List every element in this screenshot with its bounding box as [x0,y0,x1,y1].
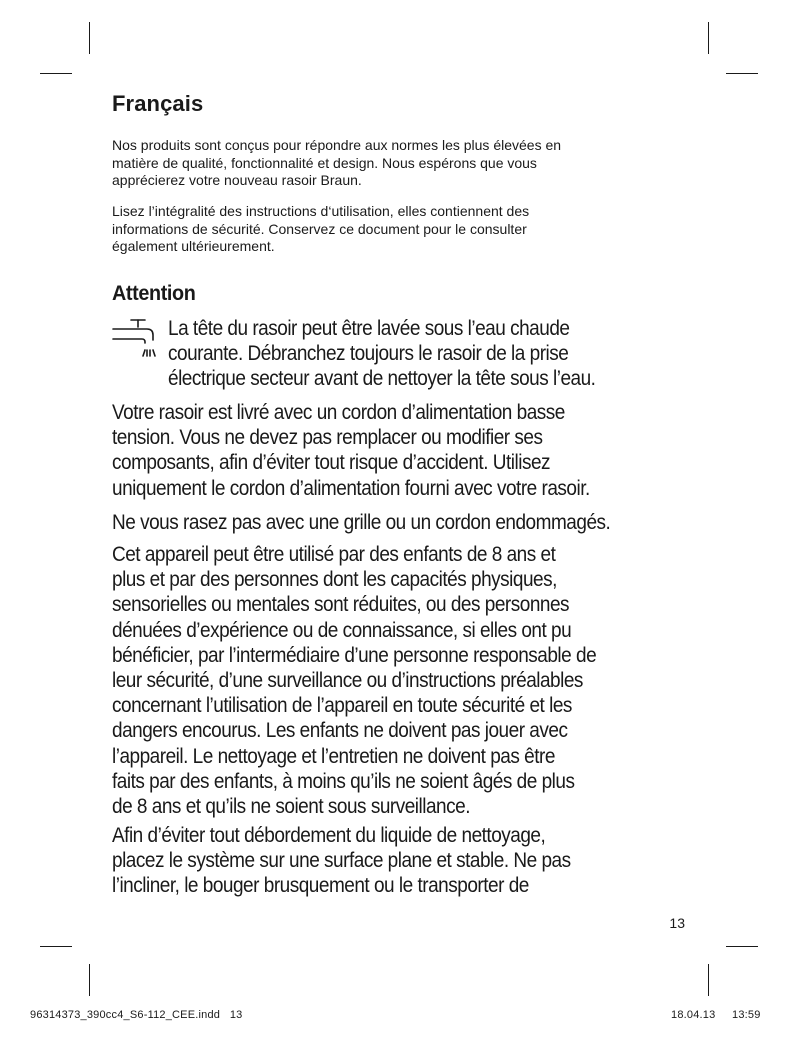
text-line: Ne vous rasez pas avec une grille ou un cordon endommagés. [112,511,611,534]
page-number: 13 [669,915,685,931]
slug-time: 13:59 [732,1009,761,1021]
text-line: dangers encourus. Les enfants ne doivent pas jouer avec [112,719,568,743]
text-line: leur sécurité, d’une surveillance ou d’instructions préalables [112,669,583,693]
paragraph-children-safety [112,542,596,819]
intro-paragraph-2 [112,203,672,256]
text-line: concernant l’utilisation de l’appareil en toute sécurité et les [112,694,572,718]
text-line: Nos produits sont conçus pour répondre aux normes les plus élevées en [112,137,562,153]
slug-file-name: 96314373_390cc4_S6-112_CEE.indd 13 [30,1009,243,1021]
text-line: tension. Vous ne devez pas remplacer ou modifier ses [112,426,543,450]
slug-date: 18.04.13 [671,1009,716,1021]
text-line: Cet appareil peut être utilisé par des enfants de 8 ans et [112,543,556,566]
text-line: courante. Débranchez toujours le rasoir de la prise [168,342,569,366]
text-line: informations de sécurité. Conservez ce document pour le consulter [112,220,527,237]
paragraph-cleaning-station [112,823,571,899]
text-line: Votre rasoir est livré avec un cordon d’alimentation basse [112,401,565,424]
text-line: faits par des enfants, à moins qu’ils ne soient âgés de plus [112,769,575,793]
text-line: apprécierez votre nouveau rasoir Braun. [112,172,362,188]
crop-mark-top-left-vertical [89,22,90,54]
attention-warning [168,316,595,392]
text-line: Lisez l’intégralité des instructions d‘utilisation, elles contiennent des [112,203,530,219]
crop-mark-top-left-horizontal [40,73,72,74]
text-line: électrique secteur avant de nettoyer la tête sous l’eau. [168,367,596,391]
crop-mark-bottom-left-horizontal [40,946,72,947]
text-line: également ultérieurement. [112,238,275,254]
intro-paragraph-1 [112,137,672,190]
crop-mark-top-right-vertical [708,22,709,54]
tap-water-icon [112,318,160,360]
text-line: placez le système sur une surface plane et stable. Ne pas [112,849,571,873]
attention-heading: Attention [112,281,196,305]
text-line: de 8 ans et qu’ils ne soient sous surveillance. [112,795,470,819]
text-line: l’incliner, le bouger brusquement ou le transporter de [112,874,529,898]
text-line: composants, afin d’éviter tout risque d’accident. Utilisez [112,451,551,475]
text-line: uniquement le cordon d’alimentation fourni avec votre rasoir. [112,476,590,500]
text-line: dénuées d’expérience ou de connaissance, si elles ont pu [112,618,572,642]
crop-mark-bottom-right-vertical [708,964,709,996]
text-line: sensorielles ou mentales sont réduites, ou des personnes [112,593,570,617]
paragraph-damaged-foil [112,510,610,535]
text-line: l’appareil. Le nettoyage et l’entretien ne doivent pas être [112,744,555,768]
crop-mark-top-right-horizontal [726,73,758,74]
text-line: plus et par des personnes dont les capacités physiques, [112,568,557,592]
text-line: La tête du rasoir peut être lavée sous l’eau chaude [168,317,570,340]
text-line: matière de qualité, fonctionnalité et design. Nous espérons que vous [112,154,537,171]
text-line: Afin d’éviter tout débordement du liquide de nettoyage, [112,824,546,847]
text-line: bénéficier, par l’intermédiaire d’une personne responsable de [112,643,597,667]
page-title: Français [112,91,204,116]
crop-mark-bottom-right-horizontal [726,946,758,947]
paragraph-power-cord [112,400,590,501]
crop-mark-bottom-left-vertical [89,964,90,996]
